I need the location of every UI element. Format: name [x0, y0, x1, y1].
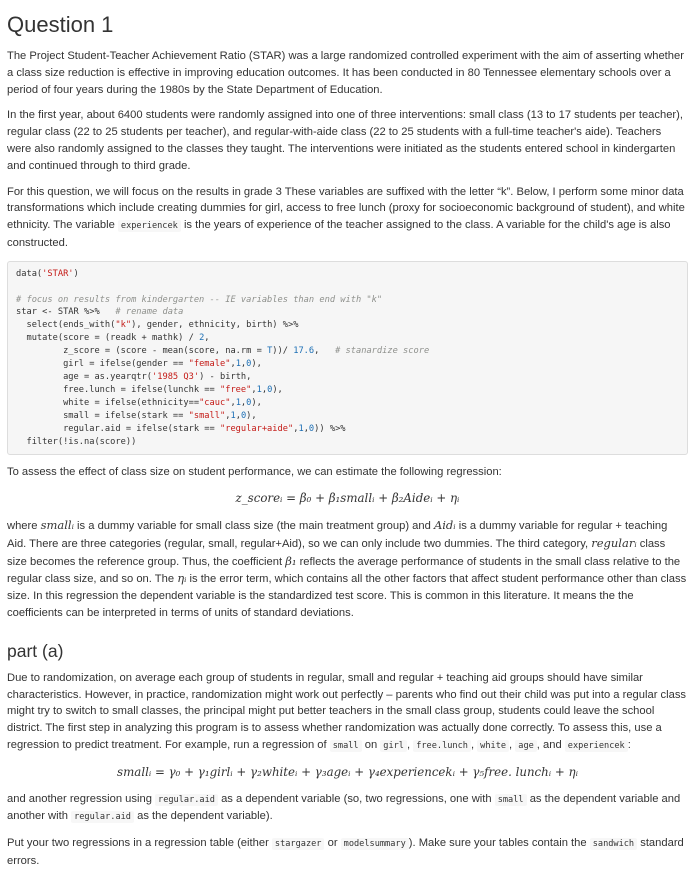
code-token: # focus on results from kindergarten -- IE variables than end with "k" [16, 294, 383, 305]
inline-code: small [330, 740, 362, 752]
intro-text: is the years of experience of the teacher assigned to the class. A variable for the child's age is also constructed. [7, 219, 671, 249]
code-token: ))/ [272, 346, 294, 357]
code-token: , [225, 410, 231, 421]
inline-code: stargazer [272, 838, 325, 850]
text: on [364, 739, 378, 752]
intro-paragraph-1: The Project Student-Teacher Achievement Ratio (STAR) was a large randomized controlled experiment with the aim of asserting whether a class size reduction is effective in improving education outcomes. It has been conducted in 80 Tennessee elementary schools over a period of four years during the 1980s by the State Department of Education. [7, 50, 684, 96]
code-token: "free" [219, 384, 252, 395]
code-token: free.lunch = ifelse(lunchk == [16, 384, 220, 395]
code-token: "regular+aide" [219, 423, 294, 434]
code-line [16, 306, 679, 319]
code-token: select(ends_with( [16, 320, 116, 331]
code-token: , [204, 333, 210, 344]
text: or [327, 837, 338, 850]
text: where [7, 520, 38, 533]
code-token: ), [251, 397, 262, 408]
code-token: "small" [188, 410, 226, 421]
code-line [16, 294, 679, 307]
inline-code: free.lunch [413, 740, 471, 752]
math-aid: Aidᵢ [433, 518, 456, 533]
code-line [16, 345, 679, 358]
code-line [16, 319, 679, 332]
code-token: 1 [298, 423, 304, 434]
code-token: , [261, 384, 268, 395]
math-small: smallᵢ [40, 518, 74, 533]
code-line [16, 436, 679, 449]
code-token: "k" [115, 320, 132, 331]
code-token: , [230, 359, 236, 370]
text: as a dependent variable (so, two regressions, one with [221, 792, 492, 805]
code-token: 0 [246, 397, 252, 408]
code-token: '1985 Q3' [152, 372, 200, 383]
text: reflects the average performance of students in the small class relative to the regular class size, and so on. The [7, 555, 681, 586]
code-token: z_score = (score - mean(score, na.rm = [16, 346, 268, 357]
intro-paragraph-2: In the first year, about 6400 students were randomly assigned into one of three interventions: small class (13 to 17 students per teacher), regular class (22 to 25 students per teacher), and regular-with-aide class (22 to 25 students with a full-time teacher's aide). Teachers were also randomly assigned to the classes they taught. The interventions were initiated as the students entered school in kindergarten and continued through to third grade. [7, 109, 683, 172]
inline-code: sandwich [590, 838, 637, 850]
part-a-paragraph-1 [7, 670, 688, 755]
document-page [0, 12, 695, 870]
code-line [16, 281, 679, 294]
code-token: age = as.yearqtr( [16, 372, 152, 383]
regression-equation: z_scoreᵢ = β₀ + β₁smallᵢ + β₂Aideᵢ + ηᵢ [235, 491, 460, 506]
inline-code: modelsummary [341, 838, 409, 850]
math-eta: ηᵢ [177, 571, 187, 586]
text: , [406, 739, 411, 752]
code-token: 0 [267, 384, 273, 395]
text: ). Make sure your tables contain the [408, 837, 587, 850]
math-beta1: β₁ [285, 553, 297, 568]
code-token: girl = ifelse(gender == [16, 359, 189, 370]
code-token: "cauc" [199, 397, 231, 408]
inline-code: regular.aid [155, 794, 218, 806]
text: as the dependent variable and another with [7, 792, 681, 823]
inline-code: experiencek [565, 740, 628, 752]
code-token: small = ifelse(stark == [16, 410, 189, 421]
code-line [16, 371, 679, 384]
text: standard errors. [7, 837, 684, 867]
code-token: 1 [256, 384, 262, 395]
code-token: # stanardize score [335, 346, 430, 357]
text: Due to randomization, on average each group of students in regular, small and regular + teaching aid groups should have similar characteristics. However, in practice, randomization might work out perfectly – parents who find out their child was put into a regular class might try to switch to small classes, the principal might put better teachers in the small class group, students could leave the school district. The first step in analyzing this program is to assess whether randomization was actually done correctly. To assess this, use a regression to predict treatment. For example, run a regression of [7, 671, 687, 752]
code-token: T [267, 346, 273, 357]
regression-explanation [7, 517, 688, 622]
code-token: 17.6 [293, 346, 315, 357]
code-token: 1 [235, 359, 241, 370]
inline-code: white [477, 740, 509, 752]
code-token: data( [16, 268, 43, 279]
text: , [470, 739, 475, 752]
text: class size becomes the reference group. Thus, the coefficient [7, 537, 666, 568]
part-a-paragraph-3 [7, 835, 688, 870]
text: as the dependent variable). [137, 810, 273, 823]
code-token: , [235, 410, 241, 421]
intro-text: For this question, we will focus on the results in grade 3 These variables are suffixed with the letter “k”. Below, I perform some minor data transformations which include creating dummies for girl, access to free lunch (proxy for socioeconomic background of student), and white ethnicity. The variable [7, 185, 685, 232]
code-token: )) %>% [314, 423, 346, 434]
text: : [627, 739, 631, 752]
code-token: ), [246, 410, 257, 421]
code-token: ) - birth, [199, 372, 252, 383]
text: , [509, 739, 513, 752]
text: Put your two regressions in a regression table (either [7, 837, 269, 850]
code-line [16, 332, 679, 345]
randomization-equation: smallᵢ = γ₀ + γ₁girlᵢ + γ₂whiteᵢ + γ₃ageᵢ + γ₄experiencekᵢ + γ₅free. lunchᵢ + ηᵢ [117, 764, 578, 779]
text: , and [536, 739, 562, 752]
code-token: 0 [308, 423, 315, 434]
code-token: , [303, 423, 309, 434]
code-token: # rename data [115, 307, 184, 318]
page-title: Question 1 [7, 12, 114, 37]
code-line [16, 384, 679, 397]
text: and another regression using [7, 792, 152, 805]
code-token: white = ifelse(ethnicity== [16, 397, 200, 408]
part-a-paragraph-2 [7, 791, 688, 827]
code-token: ) [73, 268, 79, 279]
r-code-block [7, 261, 688, 456]
inline-code: small [495, 794, 527, 806]
code-token: 0 [240, 410, 247, 421]
code-token: 2 [199, 333, 205, 344]
inline-code: age [515, 740, 537, 752]
text: is a dummy variable for regular + teaching Aid. There are three categories (regular, small, regular+Aid), so we can only include two dummies. The third category, [7, 520, 668, 550]
regression-intro: To assess the effect of class size on student performance, we can estimate the following regression: [7, 466, 502, 479]
code-token: mutate(score = (readk + mathk) / [16, 333, 200, 344]
code-line [16, 397, 679, 410]
code-token: , [230, 397, 236, 408]
code-line [16, 358, 679, 371]
section-heading-part-a: part (a) [7, 640, 64, 661]
inline-code: regular.aid [71, 811, 134, 823]
text: is the error term, which contains all the other factors that affect student performance other than class size. In this regression the dependent variable is the standardized test score. This is common in this literature. It means the the coefficients can be interpreted in terms of units of standard deviations. [7, 573, 687, 620]
code-token: ), [251, 359, 262, 370]
code-token: , [240, 397, 247, 408]
code-token: ), [272, 384, 283, 395]
code-line [16, 410, 679, 423]
code-line [16, 268, 679, 281]
intro-paragraph-3 [7, 184, 688, 252]
text: is a dummy variable for small class size (the main treatment group) and [77, 520, 431, 533]
code-token: regular.aid = ifelse(stark == [16, 423, 220, 434]
code-token: 0 [246, 359, 252, 370]
code-line [16, 423, 679, 436]
code-token: "female" [188, 359, 231, 370]
code-token: , [293, 423, 299, 434]
code-token: , [314, 346, 336, 357]
math-regular: regularᵢ [591, 535, 637, 550]
inline-code: experiencek [118, 220, 181, 232]
inline-code: girl [380, 740, 407, 752]
code-token: star <- STAR %>% [16, 307, 116, 318]
code-token: , [240, 359, 247, 370]
code-token: filter(!is.na(score)) [16, 436, 137, 447]
code-token: , [251, 384, 257, 395]
code-token: 'STAR' [42, 268, 74, 279]
code-token: 1 [230, 410, 236, 421]
code-token: ), gender, ethnicity, birth) %>% [131, 320, 299, 331]
code-token: 1 [235, 397, 241, 408]
